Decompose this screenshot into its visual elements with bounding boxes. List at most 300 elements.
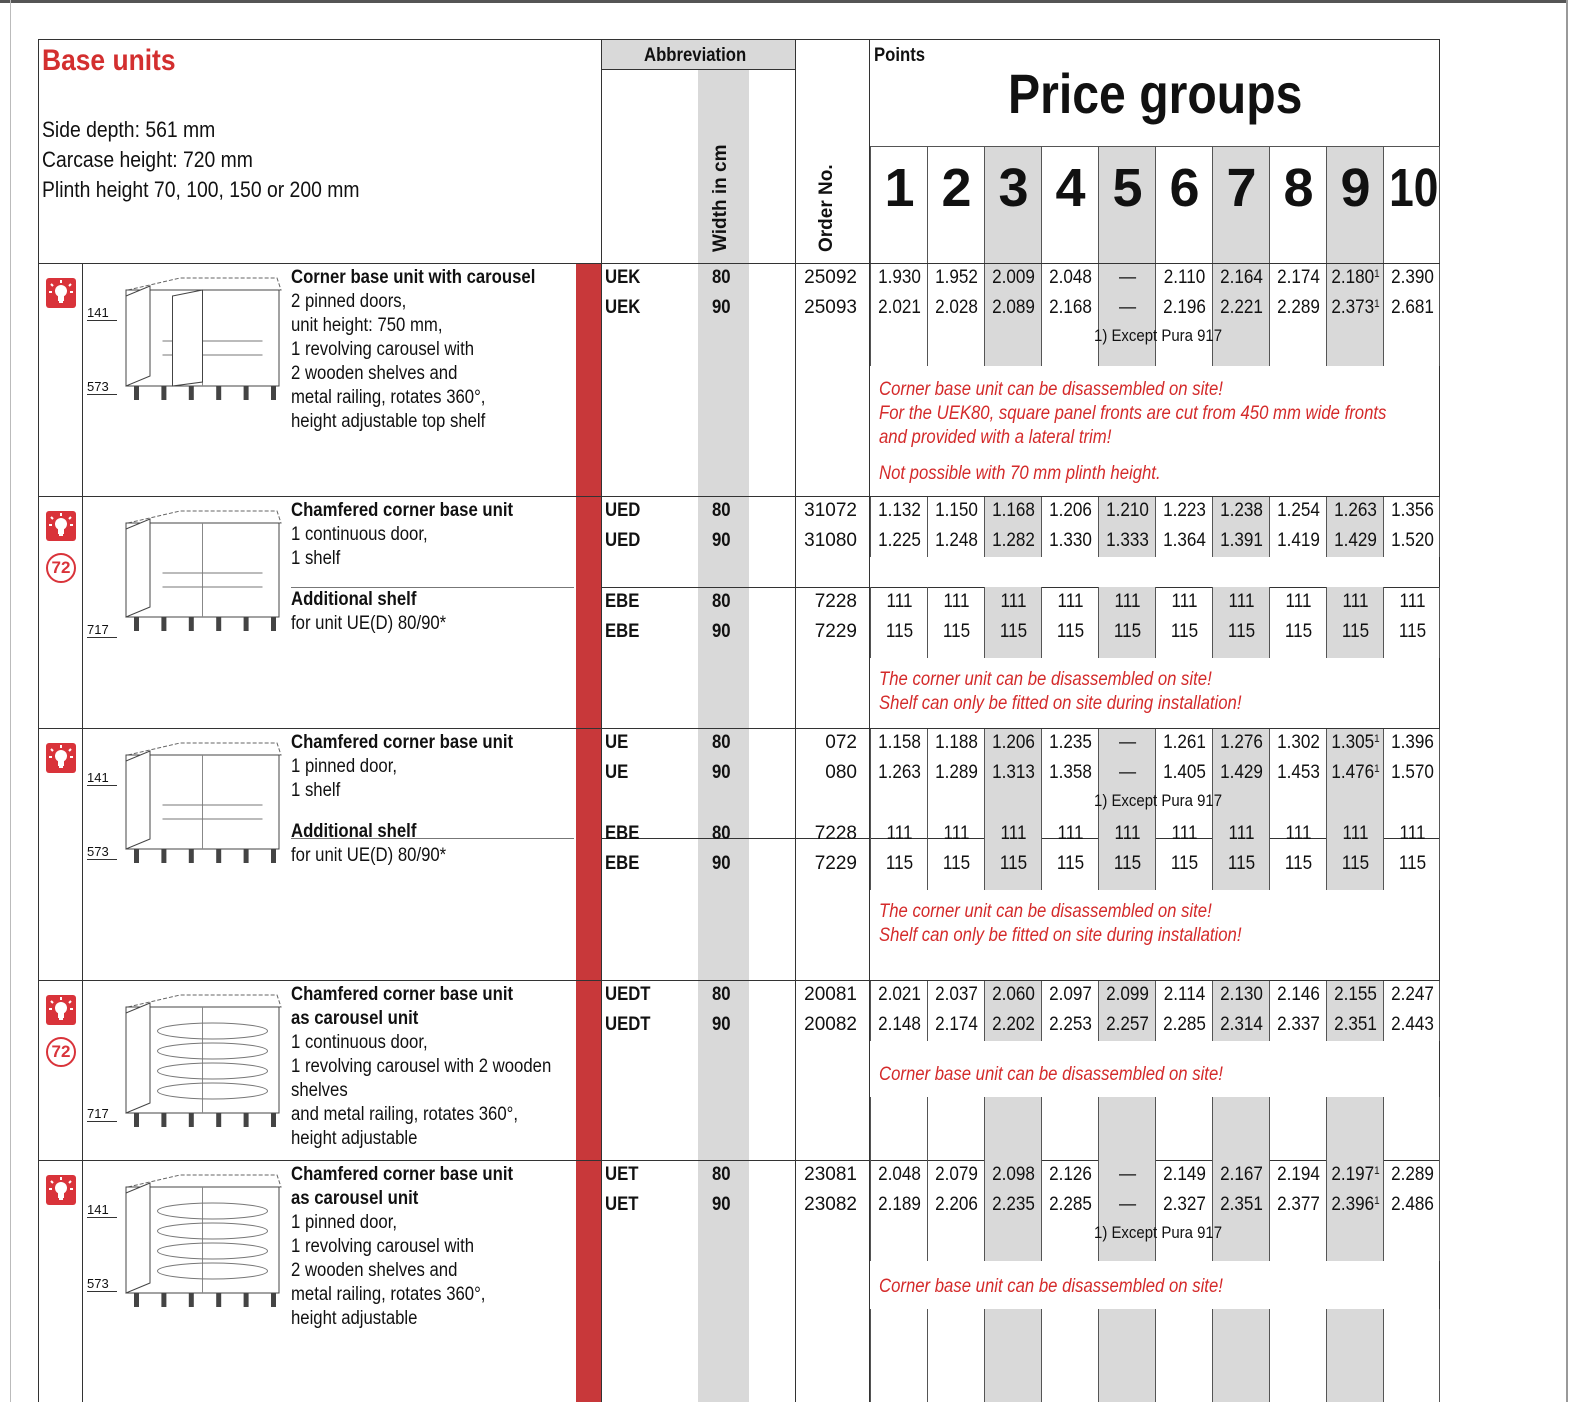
sub-product-title: Additional shelf <box>291 821 417 842</box>
order-number-cell: 20081 <box>804 984 857 1005</box>
order-number-cell: 7228 <box>814 823 857 844</box>
price-value: 2.148 <box>878 1014 921 1035</box>
price-cell <box>1102 761 1153 785</box>
price-cell <box>874 590 925 614</box>
price-value: 1.429 <box>1334 530 1377 551</box>
price-cell <box>988 620 1039 644</box>
price-value: 111 <box>1342 591 1369 612</box>
price-cell <box>1273 1193 1324 1217</box>
price-value: 2.164 <box>1220 267 1263 288</box>
price-value: 111 <box>1057 823 1084 844</box>
product-description: shelves <box>291 1080 348 1101</box>
width-cell: 80 <box>712 591 731 612</box>
price-value: 1.263 <box>1334 500 1377 521</box>
width-cell: 90 <box>712 621 731 642</box>
price-cell <box>1330 1163 1381 1187</box>
price-value: 1.476 <box>1331 762 1375 783</box>
price-cell <box>1273 620 1324 644</box>
price-cell <box>988 296 1039 320</box>
footnote: 1) Except Pura 917 <box>1094 791 1223 810</box>
price-value: 1.333 <box>1106 530 1149 551</box>
price-value: 115 <box>942 621 971 642</box>
price-value: 1.188 <box>935 732 978 753</box>
price-cell <box>1159 983 1210 1007</box>
width-cell: 90 <box>712 297 731 318</box>
price-cell <box>988 983 1039 1007</box>
price-group-header: 8 <box>1283 158 1314 218</box>
price-cell <box>874 1163 925 1187</box>
product-description: height adjustable <box>291 1308 418 1329</box>
order-number-cell: 072 <box>825 732 857 753</box>
price-value: 2.486 <box>1391 1194 1434 1215</box>
price-value: 115 <box>1284 621 1313 642</box>
abbreviation-cell: UED <box>605 500 641 521</box>
abbreviation-cell: EBE <box>605 853 640 874</box>
price-cell <box>874 620 925 644</box>
price-cell <box>1387 296 1438 320</box>
price-cell <box>988 590 1039 614</box>
price-cell <box>1387 590 1438 614</box>
price-groups-title: Price groups <box>1008 62 1303 125</box>
product-description: 1 continuous door, <box>291 524 428 545</box>
price-value: 111 <box>1114 591 1141 612</box>
price-cell <box>1045 983 1096 1007</box>
price-cell <box>1159 822 1210 846</box>
price-cell <box>1045 731 1096 755</box>
price-value: 2.337 <box>1277 1014 1320 1035</box>
price-value: 1.150 <box>935 500 978 521</box>
price-value: 2.155 <box>1334 984 1377 1005</box>
price-cell <box>1330 761 1381 785</box>
price-group-header: 4 <box>1055 158 1086 218</box>
price-cell <box>874 296 925 320</box>
price-value: 1.364 <box>1163 530 1206 551</box>
price-cell <box>1159 761 1210 785</box>
price-value: — <box>1118 297 1137 318</box>
order-number-cell: 7229 <box>814 621 857 642</box>
note-text: and provided with a lateral trim! <box>879 427 1112 448</box>
product-description: height adjustable top shelf <box>291 411 486 432</box>
price-value: 2.079 <box>935 1164 978 1185</box>
price-value: 115 <box>1227 853 1256 874</box>
price-group-shading <box>1213 1309 1270 1402</box>
price-cell <box>1216 731 1267 755</box>
price-value: 111 <box>886 591 913 612</box>
footnote-marker: 1 <box>1374 733 1380 745</box>
price-cell <box>1159 529 1210 553</box>
price-value: 1.210 <box>1106 500 1149 521</box>
abbreviation-cell: UET <box>605 1164 639 1185</box>
abbreviation-cell: UED <box>605 530 641 551</box>
price-value: 115 <box>885 853 914 874</box>
price-cell <box>931 499 982 523</box>
price-value: 115 <box>1398 853 1427 874</box>
price-value: 1.396 <box>1391 732 1434 753</box>
price-value: 2.048 <box>1049 267 1092 288</box>
price-cell <box>1273 590 1324 614</box>
page-title: Base units <box>42 44 176 77</box>
price-value: 111 <box>943 823 970 844</box>
price-value: 1.225 <box>878 530 921 551</box>
product-description: height adjustable <box>291 1128 418 1149</box>
price-value: 2.197 <box>1331 1164 1375 1185</box>
product-title: as carousel unit <box>291 1008 419 1029</box>
price-cell <box>1045 1163 1096 1187</box>
price-value: 2.373 <box>1331 297 1375 318</box>
price-group-header: 7 <box>1226 158 1257 218</box>
product-description: 2 pinned doors, <box>291 291 407 312</box>
badge-72-icon: 72 <box>46 1037 76 1067</box>
price-value: 115 <box>942 853 971 874</box>
price-cell <box>931 983 982 1007</box>
price-value: 2.221 <box>1220 297 1263 318</box>
cabinet-drawing <box>120 276 285 406</box>
price-value: 1.206 <box>1049 500 1092 521</box>
price-value: 1.313 <box>992 762 1035 783</box>
lightbulb-icon <box>46 1175 76 1205</box>
price-value: 2.174 <box>935 1014 978 1035</box>
price-value: 1.158 <box>878 732 921 753</box>
abbreviation-cell: UEDT <box>605 984 651 1005</box>
price-cell <box>1159 852 1210 876</box>
spec-carcase-height: Carcase height: 720 mm <box>42 147 253 172</box>
price-value: 2.089 <box>992 297 1035 318</box>
price-value: 2.167 <box>1220 1164 1263 1185</box>
dimension-label: 573 <box>87 1277 117 1292</box>
price-cell <box>1102 620 1153 644</box>
product-description: 1 pinned door, <box>291 1212 397 1233</box>
abbreviation-cell: UEDT <box>605 1014 651 1035</box>
price-value: 2.189 <box>878 1194 921 1215</box>
price-cell <box>1273 296 1324 320</box>
price-value: 1.419 <box>1277 530 1320 551</box>
price-cell <box>988 822 1039 846</box>
price-value: 2.194 <box>1277 1164 1320 1185</box>
width-cell: 80 <box>712 823 731 844</box>
price-cell <box>1387 731 1438 755</box>
price-value: 1.930 <box>878 267 921 288</box>
product-description: 2 wooden shelves and <box>291 1260 458 1281</box>
width-cell: 80 <box>712 984 731 1005</box>
price-cell <box>874 852 925 876</box>
footnote-marker: 1 <box>1374 268 1380 280</box>
price-cell <box>1216 296 1267 320</box>
order-number-cell: 20082 <box>804 1014 857 1035</box>
order-number-cell: 080 <box>825 762 857 783</box>
order-number-cell: 7228 <box>814 591 857 612</box>
price-cell <box>931 852 982 876</box>
product-description: 1 revolving carousel with <box>291 339 475 360</box>
price-cell <box>1387 852 1438 876</box>
note-text: Corner base unit can be disassembled on site! <box>879 379 1223 400</box>
price-value: 1.132 <box>878 500 921 521</box>
dimension-label: 141 <box>87 1203 117 1218</box>
price-cell <box>874 529 925 553</box>
footnote: 1) Except Pura 917 <box>1094 1223 1223 1242</box>
note-text: For the UEK80, square panel fronts are cut from 450 mm wide fronts <box>879 403 1387 424</box>
price-value: 1.952 <box>935 267 978 288</box>
price-value: 115 <box>1341 621 1370 642</box>
price-cell <box>1102 731 1153 755</box>
price-cell <box>1273 529 1324 553</box>
dimension-label: 573 <box>87 380 117 395</box>
price-group-header: 10 <box>1389 158 1439 218</box>
price-cell <box>874 1013 925 1037</box>
price-value: 115 <box>1398 621 1427 642</box>
sub-product-title: Additional shelf <box>291 589 417 610</box>
price-value: 111 <box>1000 591 1027 612</box>
price-value: 2.314 <box>1220 1014 1263 1035</box>
price-cell <box>1045 529 1096 553</box>
price-value: 2.285 <box>1163 1014 1206 1035</box>
lightbulb-icon <box>46 743 76 773</box>
dimension-label: 573 <box>87 845 117 860</box>
price-cell <box>1216 499 1267 523</box>
price-value: 1.276 <box>1220 732 1263 753</box>
price-value: 2.021 <box>878 984 921 1005</box>
price-value: 2.202 <box>992 1014 1035 1035</box>
price-value: — <box>1118 732 1137 753</box>
price-cell <box>1216 852 1267 876</box>
price-cell <box>874 731 925 755</box>
price-value: 2.257 <box>1106 1014 1149 1035</box>
price-value: 2.168 <box>1049 297 1092 318</box>
price-cell <box>931 822 982 846</box>
price-value: 2.206 <box>935 1194 978 1215</box>
price-cell <box>874 983 925 1007</box>
price-cell <box>1273 983 1324 1007</box>
price-cell <box>1159 1013 1210 1037</box>
product-description: 1 shelf <box>291 548 341 569</box>
price-cell <box>1159 1163 1210 1187</box>
width-cell: 90 <box>712 762 731 783</box>
price-value: 1.238 <box>1220 500 1263 521</box>
price-value: 2.443 <box>1391 1014 1434 1035</box>
price-value: 2.247 <box>1391 984 1434 1005</box>
cabinet-drawing <box>120 1173 285 1313</box>
price-cell <box>1387 1193 1438 1217</box>
cabinet-drawing <box>120 509 285 637</box>
price-cell <box>1045 590 1096 614</box>
price-cell <box>1159 499 1210 523</box>
price-cell <box>988 1163 1039 1187</box>
price-value: 2.377 <box>1277 1194 1320 1215</box>
price-value: 1.391 <box>1220 530 1263 551</box>
product-description: metal railing, rotates 360°, <box>291 1284 486 1305</box>
price-value: 1.261 <box>1163 732 1206 753</box>
abbreviation-cell: UE <box>605 732 629 753</box>
price-value: 2.289 <box>1391 1164 1434 1185</box>
badge-72-icon: 72 <box>46 553 76 583</box>
cabinet-drawing <box>120 993 285 1133</box>
price-cell <box>931 1163 982 1187</box>
price-cell <box>1045 296 1096 320</box>
price-cell <box>874 1193 925 1217</box>
price-value: 1.223 <box>1163 500 1206 521</box>
price-cell <box>1102 1163 1153 1187</box>
price-value: 1.405 <box>1163 762 1206 783</box>
price-value: 2.048 <box>878 1164 921 1185</box>
price-cell <box>1273 852 1324 876</box>
price-value: 111 <box>1342 823 1369 844</box>
product-title: Chamfered corner base unit <box>291 1164 514 1185</box>
order-number-cell: 23081 <box>804 1164 857 1185</box>
price-cell <box>988 761 1039 785</box>
note-text: The corner unit can be disassembled on site! <box>879 669 1212 690</box>
price-cell <box>1102 296 1153 320</box>
price-cell <box>988 529 1039 553</box>
price-cell <box>1045 266 1096 290</box>
abbreviation-cell: EBE <box>605 591 640 612</box>
price-value: 2.327 <box>1163 1194 1206 1215</box>
product-description: 1 shelf <box>291 780 341 801</box>
price-cell <box>1330 731 1381 755</box>
price-cell <box>1387 761 1438 785</box>
price-value: 2.028 <box>935 297 978 318</box>
price-cell <box>1330 852 1381 876</box>
price-cell <box>931 1013 982 1037</box>
price-group-shading <box>1327 1097 1384 1161</box>
price-cell <box>1102 499 1153 523</box>
price-cell <box>988 266 1039 290</box>
price-value: 111 <box>1000 823 1027 844</box>
order-number-cell: 25093 <box>804 297 857 318</box>
price-cell <box>1102 529 1153 553</box>
price-cell <box>1387 620 1438 644</box>
price-value: 2.351 <box>1220 1194 1263 1215</box>
price-cell <box>1216 1013 1267 1037</box>
price-value: 115 <box>1341 853 1370 874</box>
price-value: 111 <box>1285 591 1312 612</box>
price-value: 2.235 <box>992 1194 1035 1215</box>
price-cell <box>1045 761 1096 785</box>
price-cell <box>931 1193 982 1217</box>
price-cell <box>1216 983 1267 1007</box>
price-cell <box>1330 983 1381 1007</box>
price-value: 115 <box>1113 621 1142 642</box>
price-cell <box>1387 1163 1438 1187</box>
price-value: 2.196 <box>1163 297 1206 318</box>
price-cell <box>988 731 1039 755</box>
price-value: 1.206 <box>992 732 1035 753</box>
price-value: 1.254 <box>1277 500 1320 521</box>
price-value: 111 <box>1228 591 1255 612</box>
abbreviation-cell: UEK <box>605 297 641 318</box>
width-cell: 90 <box>712 1014 731 1035</box>
price-cell <box>931 731 982 755</box>
price-group-shading <box>985 1309 1042 1402</box>
price-value: 2.396 <box>1331 1194 1375 1215</box>
price-group-shading <box>1099 1309 1156 1402</box>
order-number-cell: 25092 <box>804 267 857 288</box>
price-value: — <box>1118 1194 1137 1215</box>
price-cell <box>1159 1193 1210 1217</box>
price-value: 2.146 <box>1277 984 1320 1005</box>
price-cell <box>1216 1163 1267 1187</box>
abbreviation-cell: UEK <box>605 267 641 288</box>
price-group-header: 1 <box>884 158 915 218</box>
price-cell <box>1330 296 1381 320</box>
price-cell <box>1387 983 1438 1007</box>
price-value: 2.149 <box>1163 1164 1206 1185</box>
order-number-cell: 31072 <box>804 500 857 521</box>
note-text: Shelf can only be fitted on site during installation! <box>879 693 1242 714</box>
width-cell: 90 <box>712 1194 731 1215</box>
price-cell <box>988 499 1039 523</box>
price-group-header: 2 <box>941 158 972 218</box>
price-cell <box>1330 266 1381 290</box>
price-cell <box>988 1193 1039 1217</box>
price-value: 2.351 <box>1334 1014 1377 1035</box>
price-group-header: 3 <box>998 158 1029 218</box>
abbreviation-cell: UE <box>605 762 629 783</box>
price-value: 111 <box>943 591 970 612</box>
product-description: 1 continuous door, <box>291 1032 428 1053</box>
footnote-marker: 1 <box>1374 1165 1380 1177</box>
price-value: 111 <box>1399 591 1426 612</box>
price-value: 115 <box>1284 853 1313 874</box>
price-cell <box>1216 590 1267 614</box>
price-cell <box>874 266 925 290</box>
product-description: unit height: 750 mm, <box>291 315 443 336</box>
price-value: 1.330 <box>1049 530 1092 551</box>
price-cell <box>1102 852 1153 876</box>
price-value: 115 <box>1170 621 1199 642</box>
price-cell <box>1159 620 1210 644</box>
price-value: 115 <box>1113 853 1142 874</box>
price-value: 115 <box>1056 621 1085 642</box>
product-title: as carousel unit <box>291 1188 419 1209</box>
order-number-cell: 7229 <box>814 853 857 874</box>
price-cell <box>1330 822 1381 846</box>
lightbulb-icon <box>46 278 76 308</box>
price-cell <box>1273 266 1324 290</box>
price-cell <box>1159 266 1210 290</box>
price-cell <box>1045 822 1096 846</box>
sub-product-description: for unit UE(D) 80/90* <box>291 613 447 634</box>
price-value: 2.110 <box>1163 267 1206 288</box>
lightbulb-icon <box>46 511 76 541</box>
abbreviation-cell: EBE <box>605 823 640 844</box>
product-description: 1 revolving carousel with 2 wooden <box>291 1056 552 1077</box>
price-group-header: 5 <box>1112 158 1143 218</box>
price-value: 115 <box>1056 853 1085 874</box>
price-value: 2.130 <box>1220 984 1263 1005</box>
price-cell <box>1330 499 1381 523</box>
price-value: 1.248 <box>935 530 978 551</box>
price-cell <box>931 620 982 644</box>
price-value: 111 <box>1285 823 1312 844</box>
price-cell <box>1273 761 1324 785</box>
price-cell <box>988 852 1039 876</box>
price-value: 2.126 <box>1049 1164 1092 1185</box>
price-value: — <box>1118 762 1137 783</box>
width-cell: 80 <box>712 267 731 288</box>
price-cell <box>1273 499 1324 523</box>
dimension-label: 717 <box>87 1107 117 1122</box>
price-cell <box>931 266 982 290</box>
note-text: Corner base unit can be disassembled on site! <box>879 1064 1223 1085</box>
price-value: 2.174 <box>1277 267 1320 288</box>
price-value: 1.570 <box>1391 762 1434 783</box>
price-value: 2.099 <box>1106 984 1149 1005</box>
price-value: 115 <box>885 621 914 642</box>
price-cell <box>1387 529 1438 553</box>
footnote-marker: 1 <box>1374 298 1380 310</box>
price-value: 111 <box>1057 591 1084 612</box>
abbreviation-cell: UET <box>605 1194 639 1215</box>
price-value: 2.037 <box>935 984 978 1005</box>
